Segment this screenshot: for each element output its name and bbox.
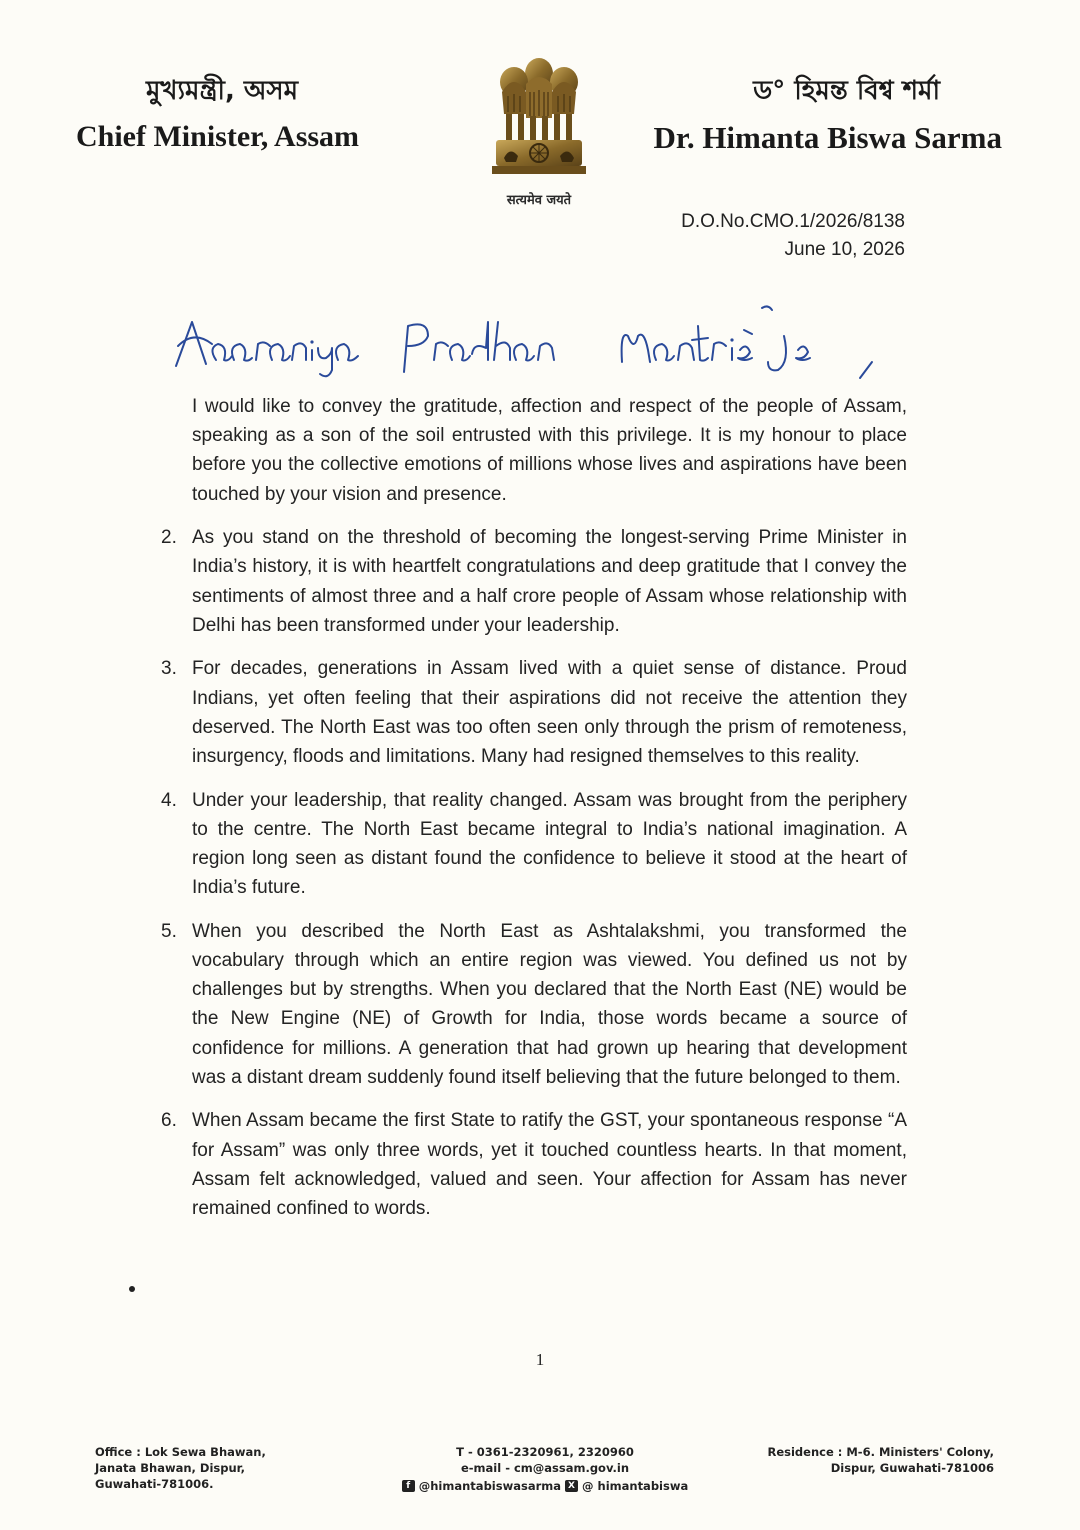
residence-address-line: Residence : M-6. Ministers' Colony, xyxy=(767,1445,994,1459)
header-left xyxy=(76,70,406,154)
signatory-name-assamese: ড° হিমন্ত বিশ্ব শৰ্মা xyxy=(753,76,940,106)
footer-contact xyxy=(380,1444,710,1494)
paragraph-number: 5. xyxy=(161,920,177,942)
residence-address-line: Dispur, Guwahati-781006 xyxy=(830,1461,994,1475)
paragraph-number: 4. xyxy=(161,789,177,811)
office-address-line: Office : Lok Sewa Bhawan, xyxy=(95,1445,266,1459)
facebook-icon: f xyxy=(402,1480,415,1492)
emblem-motto: सत्यमेव जयते xyxy=(506,193,572,208)
social-handles xyxy=(402,1478,688,1494)
paragraph-number: 3. xyxy=(161,658,177,680)
paragraph-4 xyxy=(161,786,907,903)
letter-body xyxy=(161,392,907,1238)
handwriting-signature-image xyxy=(172,300,912,380)
x-icon: X xyxy=(565,1480,578,1492)
office-address-line: Janata Bhawan, Dispur, xyxy=(95,1461,246,1475)
paragraph-number: 6. xyxy=(161,1110,177,1132)
handwritten-salutation xyxy=(172,300,912,380)
paragraph-text: Under your leadership, that reality changed. Assam was brought from the periphery to the centre. The North East became integral to India’s national imagination. A region long seen as distant found the confidence to believe it stood at the heart of India’s future. xyxy=(192,789,907,899)
signatory-name: Dr. Himanta Biswa Sarma xyxy=(653,120,1002,155)
paragraph-text: For decades, generations in Assam lived with a quiet sense of distance. Proud Indians, yet often feeling that their aspirations did not receive the attention they deserved. The North East was too often seen only through the prism of remoteness, insurgency, floods and limitations. Many had resigned themselves to this reality. xyxy=(192,658,907,768)
margin-dot xyxy=(129,1286,135,1292)
national-emblem xyxy=(484,52,594,212)
letter-date: June 10, 2026 xyxy=(784,239,905,260)
facebook-handle[interactable]: @himantabiswasarma xyxy=(418,1479,561,1493)
footer-office-address xyxy=(95,1444,266,1492)
paragraph-text: I would like to convey the gratitude, affection and respect of the people of Assam, speaking as a son of the soil entrusted with this privilege. It is my honour to place before you the collective emotions of millions whose lives and aspirations have been touched by your vision and presence. xyxy=(192,396,907,505)
office-title: Chief Minister, Assam xyxy=(76,120,360,153)
x-handle[interactable]: @ himantabiswa xyxy=(582,1479,689,1493)
office-address-line: Guwahati-781006. xyxy=(95,1477,214,1491)
paragraph-text: When Assam became the first State to ratify the GST, your spontaneous response “A for Assam” was only three words, yet it touched countless hearts. In that moment, Assam felt acknowledged, valued and seen. Your affection for Assam has never remained confined to words. xyxy=(192,1110,907,1220)
paragraph-text: When you described the North East as Ashtalakshmi, you transformed the vocabulary through which an entire region was viewed. You defined us not by challenges but by strengths. When you declared that the North East (NE) would be the New Engine (NE) of Growth for India, those words became a source of confidence for millions. A generation that had grown up hearing that development was a distant dream suddenly found itself believing that the future belonged to them. xyxy=(192,920,907,1088)
header-right xyxy=(622,70,1002,156)
footer-residence-address xyxy=(767,1444,994,1476)
office-title-assamese: মুখ্যমন্ত্ৰী, অসম xyxy=(146,76,299,106)
paragraph-5 xyxy=(161,917,907,1092)
paragraph-1 xyxy=(161,392,907,509)
reference-block xyxy=(681,208,905,264)
paragraph-text: As you stand on the threshold of becoming the longest-serving Prime Minister in India’s history, it is with heartfelt congratulations and deep gratitude that I convey the sentiments of almost three and a half crore people of Assam whose relationship with Delhi has been transformed under your leadership. xyxy=(192,527,907,636)
reference-number: D.O.No.CMO.1/2026/8138 xyxy=(681,211,905,232)
national-emblem-icon xyxy=(484,52,594,192)
paragraph-6 xyxy=(161,1106,907,1223)
phone-number: T - 0361-2320961, 2320960 xyxy=(456,1445,634,1459)
paragraph-2 xyxy=(161,523,907,640)
paragraph-3 xyxy=(161,654,907,771)
paragraph-number: 2. xyxy=(161,527,177,549)
email-address[interactable]: e-mail - cm@assam.gov.in xyxy=(460,1461,630,1475)
page-number: 1 xyxy=(535,1350,545,1369)
